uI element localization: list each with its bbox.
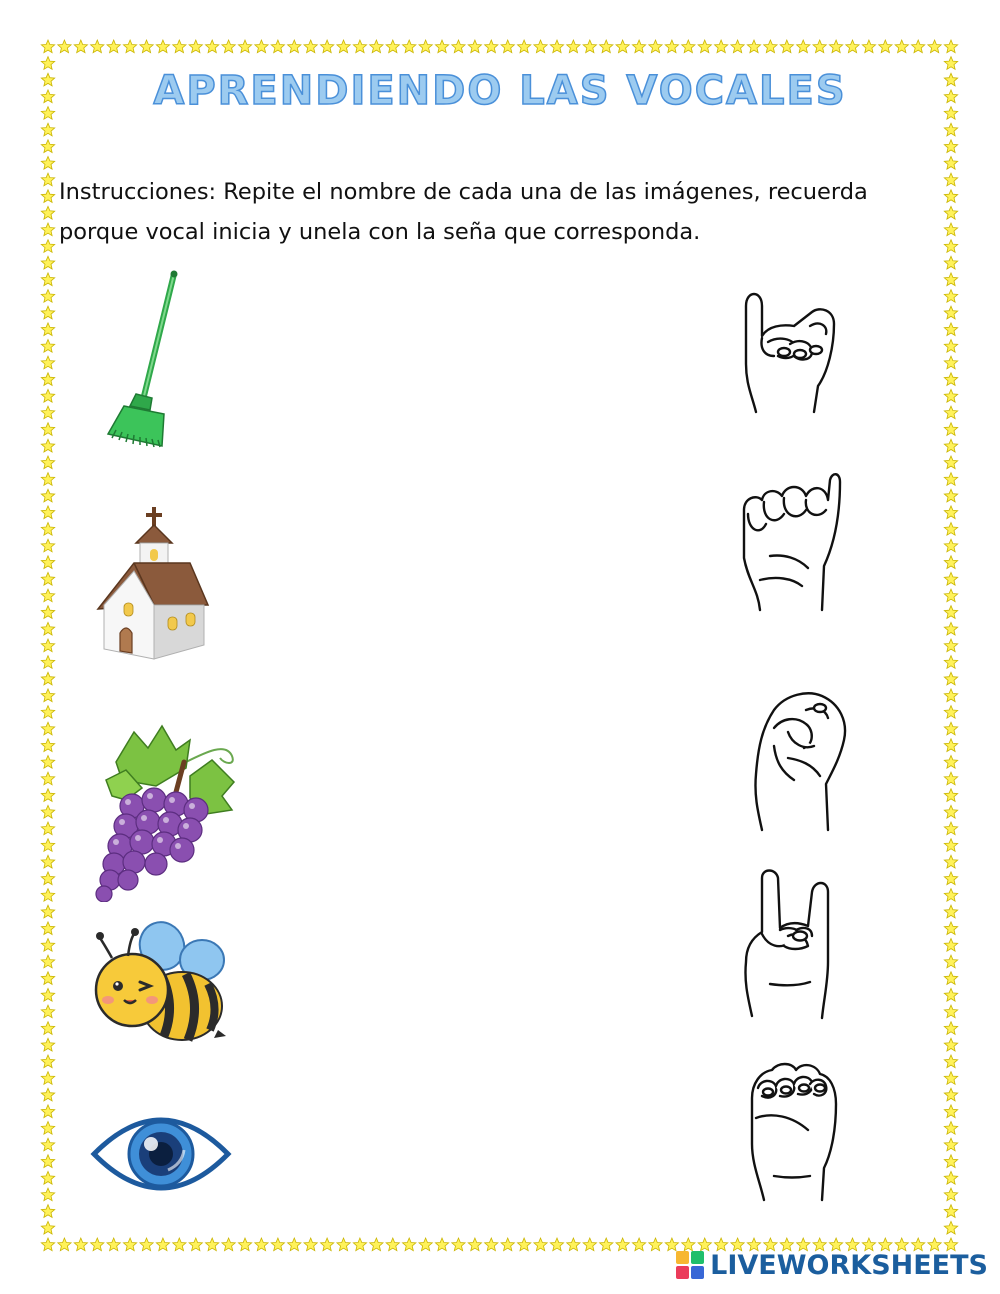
border-star-icon [944, 456, 957, 469]
border-star-icon [912, 40, 925, 53]
border-star-icon [140, 1238, 153, 1251]
border-star-icon [41, 756, 54, 769]
border-star-icon [41, 123, 54, 136]
border-star-icon [862, 40, 875, 53]
border-star-icon [944, 140, 957, 153]
border-star-icon [41, 672, 54, 685]
border-star-icon [41, 972, 54, 985]
border-star-icon [944, 356, 957, 369]
border-star-icon [41, 240, 54, 253]
border-star-icon [271, 40, 284, 53]
border-star-icon [944, 972, 957, 985]
grapes-picture[interactable] [86, 722, 238, 902]
border-star-icon [944, 872, 957, 885]
border-star-icon [632, 40, 645, 53]
broom-picture[interactable] [100, 268, 190, 450]
border-star-icon [321, 40, 334, 53]
border-star-icon [944, 922, 957, 935]
border-star-icon [944, 173, 957, 186]
border-star-icon [41, 739, 54, 752]
border-star-icon [944, 389, 957, 402]
border-star-icon [41, 439, 54, 452]
border-star-icon [944, 756, 957, 769]
border-star-icon [41, 157, 54, 170]
border-star-icon [944, 1138, 957, 1151]
border-star-icon [944, 672, 957, 685]
border-star-icon [649, 40, 662, 53]
border-star-icon [173, 1238, 186, 1251]
border-star-icon [944, 1038, 957, 1051]
border-star-icon [41, 1238, 54, 1251]
border-star-icon [337, 1238, 350, 1251]
border-star-icon [944, 1105, 957, 1118]
grapes-icon [86, 722, 238, 902]
border-star-icon [895, 40, 908, 53]
border-star-icon [944, 606, 957, 619]
border-star-icon [41, 955, 54, 968]
border-star-icon [41, 273, 54, 286]
border-star-icon [944, 1122, 957, 1135]
border-star-icon [944, 523, 957, 536]
border-star-icon [944, 1055, 957, 1068]
border-star-icon [944, 1022, 957, 1035]
border-star-icon [944, 988, 957, 1001]
border-star-icon [41, 456, 54, 469]
eye-picture[interactable] [90, 1112, 232, 1196]
border-star-icon [353, 1238, 366, 1251]
border-star-icon [41, 423, 54, 436]
border-star-icon [288, 40, 301, 53]
bee-picture[interactable] [90, 920, 232, 1050]
border-star-icon [550, 40, 563, 53]
border-star-icon [944, 290, 957, 303]
border-star-icon [944, 373, 957, 386]
border-star-icon [435, 1238, 448, 1251]
border-star-icon [41, 256, 54, 269]
border-star-icon [501, 1238, 514, 1251]
border-star-icon [41, 1105, 54, 1118]
border-star-icon [419, 40, 432, 53]
border-star-icon [403, 40, 416, 53]
border-star-icon [944, 1221, 957, 1234]
border-star-icon [944, 340, 957, 353]
border-star-icon [41, 1155, 54, 1168]
border-star-icon [452, 1238, 465, 1251]
border-star-icon [944, 240, 957, 253]
border-star-icon [501, 40, 514, 53]
border-star-icon [452, 40, 465, 53]
border-star-icon [403, 1238, 416, 1251]
border-star-icon [271, 1238, 284, 1251]
hand-sign-3[interactable] [748, 688, 852, 832]
border-star-icon [74, 40, 87, 53]
border-star-icon [731, 40, 744, 53]
border-star-icon [649, 1238, 662, 1251]
border-star-icon [41, 805, 54, 818]
hand-sign-pinky-up-icon [738, 286, 840, 414]
border-star-icon [665, 1238, 678, 1251]
border-star-icon [156, 40, 169, 53]
border-star-icon [41, 939, 54, 952]
border-star-icon [41, 373, 54, 386]
border-star-icon [944, 639, 957, 652]
border-star-icon [41, 1055, 54, 1068]
border-star-icon [41, 872, 54, 885]
border-star-icon [665, 40, 678, 53]
border-star-icon [944, 1088, 957, 1101]
border-star-icon [485, 40, 498, 53]
border-star-icon [41, 473, 54, 486]
border-star-icon [41, 1005, 54, 1018]
border-star-icon [370, 40, 383, 53]
border-star-icon [41, 489, 54, 502]
border-star-icon [944, 739, 957, 752]
border-star-icon [41, 306, 54, 319]
border-star-icon [41, 290, 54, 303]
border-star-icon [550, 1238, 563, 1251]
border-star-icon [944, 473, 957, 486]
border-star-icon [41, 572, 54, 585]
border-star-icon [41, 173, 54, 186]
border-star-icon [41, 622, 54, 635]
border-star-icon [944, 722, 957, 735]
instructions-line-2: porque vocal inicia y unela con la seña que corresponda. [59, 219, 701, 245]
border-star-icon [91, 40, 104, 53]
border-star-icon [41, 556, 54, 569]
border-star-icon [928, 40, 941, 53]
border-star-icon [944, 656, 957, 669]
border-star-icon [173, 40, 186, 53]
border-star-icon [353, 40, 366, 53]
border-star-icon [632, 1238, 645, 1251]
border-star-icon [468, 1238, 481, 1251]
border-star-icon [944, 855, 957, 868]
border-star-icon [41, 822, 54, 835]
border-star-icon [41, 523, 54, 536]
border-star-icon [41, 1138, 54, 1151]
instructions-text [59, 172, 939, 252]
border-star-icon [255, 40, 268, 53]
border-star-icon [41, 323, 54, 336]
border-star-icon [944, 789, 957, 802]
border-star-icon [123, 40, 136, 53]
border-star-icon [944, 439, 957, 452]
border-star-icon [370, 1238, 383, 1251]
border-star-icon [58, 1238, 71, 1251]
border-star-icon [41, 1072, 54, 1085]
border-star-icon [304, 1238, 317, 1251]
border-star-icon [944, 123, 957, 136]
border-star-icon [41, 689, 54, 702]
border-star-icon [944, 206, 957, 219]
border-star-icon [944, 1171, 957, 1184]
border-star-icon [698, 40, 711, 53]
border-star-icon [780, 40, 793, 53]
border-star-icon [41, 606, 54, 619]
border-star-icon [813, 40, 826, 53]
border-star-icon [189, 40, 202, 53]
border-star-icon [944, 1005, 957, 1018]
border-star-icon [944, 323, 957, 336]
border-star-icon [944, 406, 957, 419]
broom-icon [100, 268, 190, 450]
border-star-icon [238, 40, 251, 53]
border-star-icon [41, 639, 54, 652]
border-star-icon [600, 40, 613, 53]
border-star-icon [944, 40, 957, 53]
border-star-icon [140, 40, 153, 53]
border-star-icon [944, 1205, 957, 1218]
brand-text: LIVEWORKSHEETS [710, 1249, 988, 1281]
border-star-icon [534, 40, 547, 53]
hand-sign-4[interactable] [740, 866, 844, 1022]
border-star-icon [189, 1238, 202, 1251]
border-star-icon [944, 1072, 957, 1085]
border-star-icon [222, 40, 235, 53]
border-star-icon [567, 1238, 580, 1251]
border-star-icon [715, 40, 728, 53]
hand-sign-fist-thumb-icon [740, 470, 844, 612]
hand-sign-fist-icon [748, 1058, 842, 1204]
border-star-icon [944, 772, 957, 785]
border-star-icon [41, 190, 54, 203]
eye-icon [90, 1112, 232, 1196]
border-star-icon [616, 40, 629, 53]
border-star-icon [944, 839, 957, 852]
instructions-line-1: Instrucciones: Repite el nombre de cada una de las imágenes, recuerda [59, 179, 868, 205]
border-star-icon [386, 40, 399, 53]
border-star-icon [337, 40, 350, 53]
border-star-icon [41, 772, 54, 785]
border-star-icon [41, 589, 54, 602]
hand-sign-1[interactable] [738, 286, 840, 414]
border-star-icon [41, 1205, 54, 1218]
border-star-icon [944, 939, 957, 952]
border-star-icon [600, 1238, 613, 1251]
border-star-icon [41, 206, 54, 219]
border-star-icon [944, 190, 957, 203]
border-star-icon [41, 855, 54, 868]
border-star-icon [682, 1238, 695, 1251]
border-star-icon [41, 922, 54, 935]
border-star-icon [41, 905, 54, 918]
bee-icon [90, 920, 232, 1050]
page-title: APRENDIENDO LAS VOCALES [153, 68, 847, 114]
church-picture[interactable] [94, 505, 212, 665]
border-star-icon [386, 1238, 399, 1251]
border-star-icon [41, 706, 54, 719]
border-star-icon [91, 1238, 104, 1251]
border-star-icon [944, 905, 957, 918]
border-star-icon [41, 1122, 54, 1135]
border-star-icon [435, 40, 448, 53]
border-star-icon [583, 1238, 596, 1251]
border-star-icon [944, 273, 957, 286]
border-star-icon [944, 423, 957, 436]
border-star-icon [944, 1188, 957, 1201]
border-star-icon [468, 40, 481, 53]
border-star-icon [288, 1238, 301, 1251]
border-star-icon [41, 789, 54, 802]
hand-sign-two-fingers-icon [740, 866, 844, 1022]
border-star-icon [797, 40, 810, 53]
border-star-icon [944, 306, 957, 319]
border-star-icon [944, 489, 957, 502]
border-star-icon [944, 822, 957, 835]
border-star-icon [485, 1238, 498, 1251]
border-star-icon [41, 140, 54, 153]
border-star-icon [222, 1238, 235, 1251]
hand-sign-o-shape-icon [748, 688, 852, 832]
border-star-icon [944, 556, 957, 569]
liveworksheets-logo-icon [676, 1251, 704, 1279]
border-star-icon [41, 506, 54, 519]
border-star-icon [156, 1238, 169, 1251]
border-star-icon [41, 839, 54, 852]
border-star-icon [829, 40, 842, 53]
border-star-icon [682, 40, 695, 53]
border-star-icon [944, 1155, 957, 1168]
border-star-icon [41, 1088, 54, 1101]
border-star-icon [41, 1188, 54, 1201]
border-star-icon [944, 889, 957, 902]
border-star-icon [41, 889, 54, 902]
border-star-icon [58, 40, 71, 53]
border-star-icon [944, 706, 957, 719]
border-star-icon [206, 1238, 219, 1251]
border-star-icon [41, 656, 54, 669]
border-star-icon [41, 40, 54, 53]
border-star-icon [41, 1221, 54, 1234]
border-star-icon [41, 1038, 54, 1051]
border-star-icon [944, 805, 957, 818]
border-star-icon [255, 1238, 268, 1251]
border-star-icon [944, 256, 957, 269]
border-star-icon [747, 40, 760, 53]
border-star-icon [41, 223, 54, 236]
border-star-icon [944, 157, 957, 170]
border-star-icon [206, 40, 219, 53]
border-star-icon [764, 40, 777, 53]
border-star-icon [944, 589, 957, 602]
border-star-icon [846, 40, 859, 53]
border-star-icon [944, 955, 957, 968]
border-star-icon [123, 1238, 136, 1251]
border-star-icon [567, 40, 580, 53]
border-star-icon [419, 1238, 432, 1251]
border-star-icon [944, 539, 957, 552]
border-star-icon [879, 40, 892, 53]
border-star-icon [41, 389, 54, 402]
border-star-icon [41, 539, 54, 552]
church-icon [94, 505, 212, 665]
border-star-icon [518, 40, 531, 53]
border-star-icon [41, 1171, 54, 1184]
border-star-icon [238, 1238, 251, 1251]
border-star-icon [74, 1238, 87, 1251]
border-star-icon [518, 1238, 531, 1251]
border-star-icon [41, 356, 54, 369]
border-star-icon [321, 1238, 334, 1251]
liveworksheets-brand [676, 1250, 988, 1280]
border-star-icon [944, 622, 957, 635]
border-star-icon [616, 1238, 629, 1251]
border-star-icon [41, 340, 54, 353]
border-star-icon [944, 572, 957, 585]
border-star-icon [107, 1238, 120, 1251]
border-star-icon [534, 1238, 547, 1251]
hand-sign-2[interactable] [740, 470, 844, 612]
border-star-icon [304, 40, 317, 53]
border-star-icon [41, 722, 54, 735]
border-star-icon [944, 223, 957, 236]
border-star-icon [583, 40, 596, 53]
hand-sign-5[interactable] [748, 1058, 842, 1204]
border-star-icon [41, 1022, 54, 1035]
border-star-icon [41, 988, 54, 1001]
border-star-icon [944, 506, 957, 519]
border-star-icon [107, 40, 120, 53]
border-star-icon [944, 689, 957, 702]
border-star-icon [41, 406, 54, 419]
